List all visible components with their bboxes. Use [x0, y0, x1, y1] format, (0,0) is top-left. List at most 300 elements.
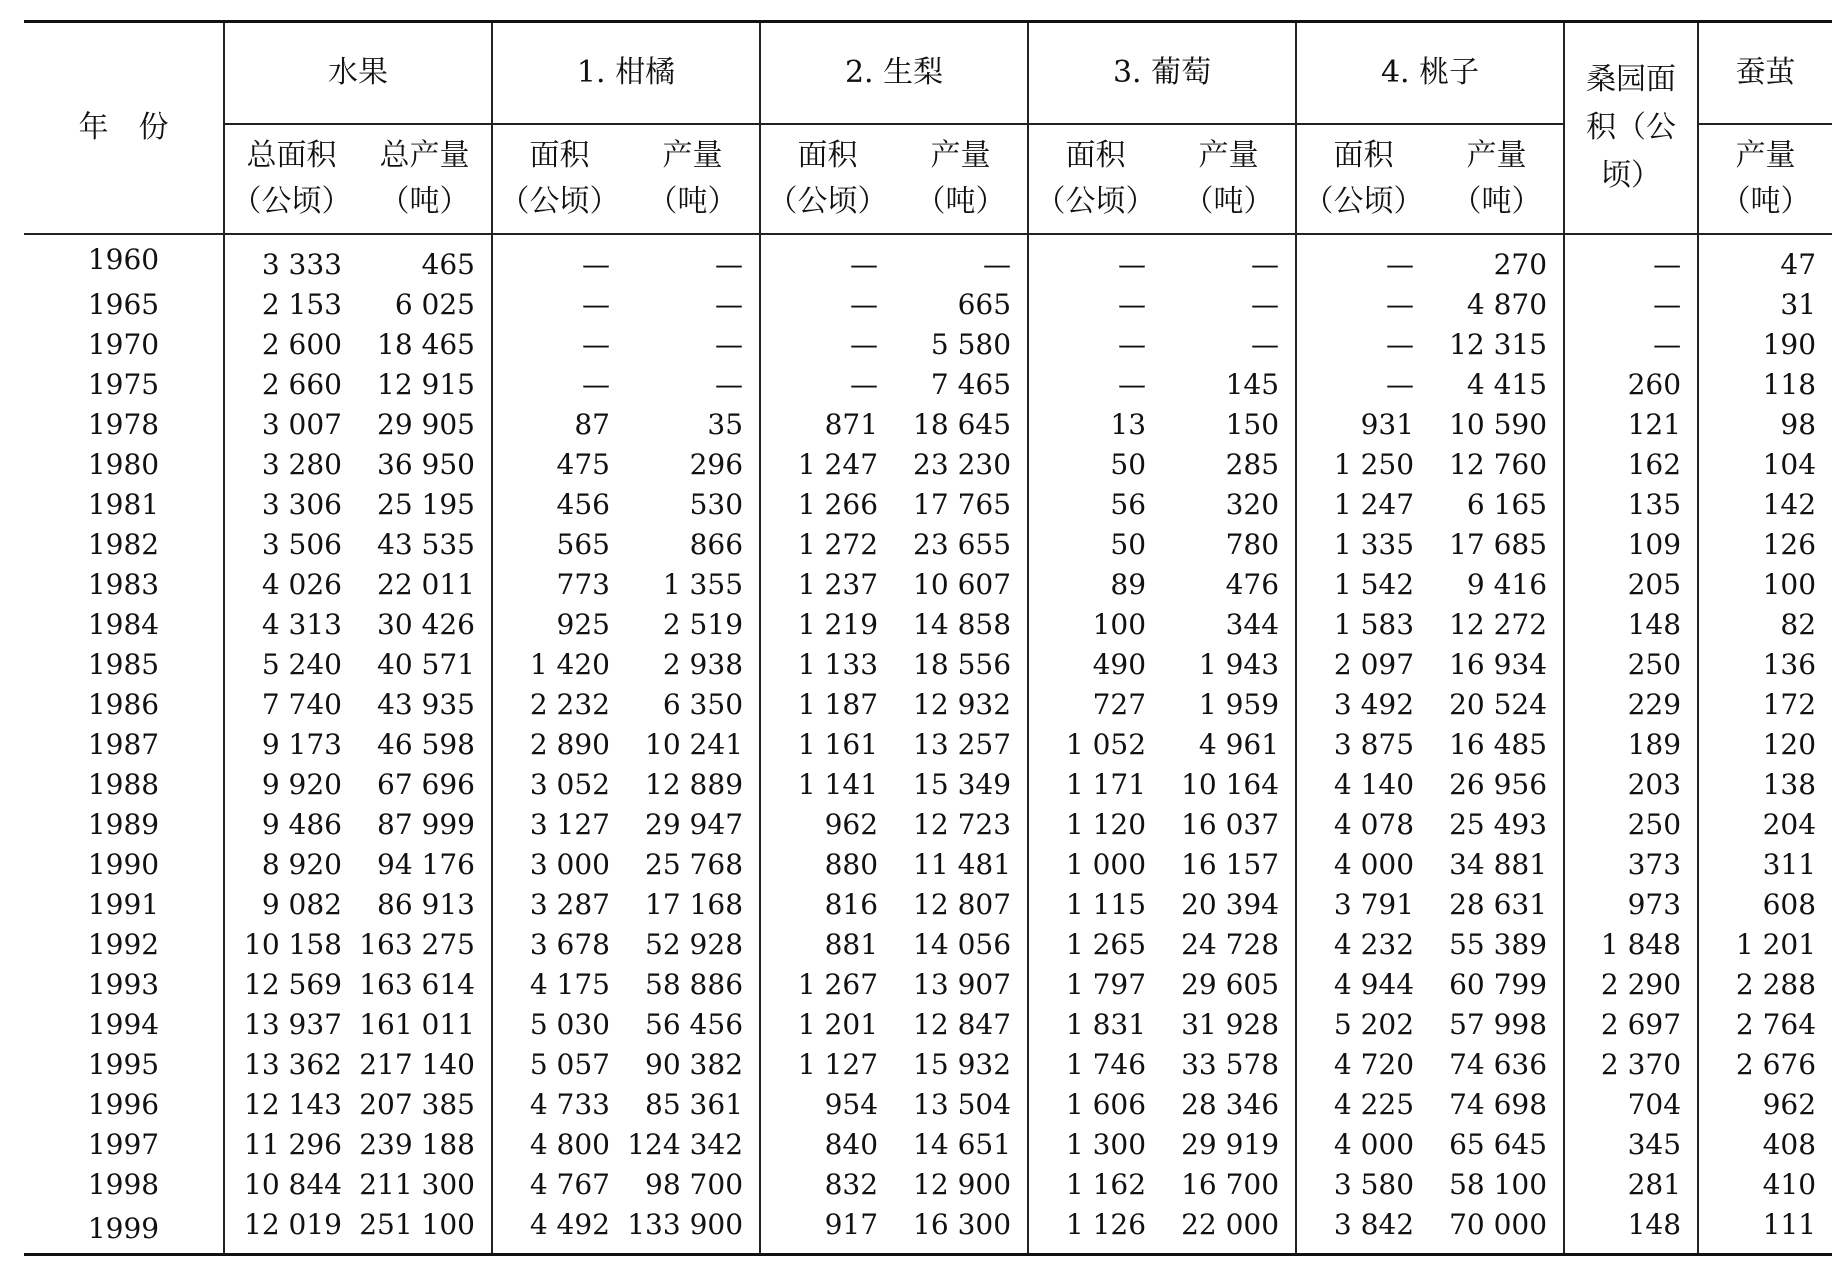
value-cell: 931	[1296, 405, 1430, 445]
value-cell: 172	[1698, 685, 1832, 725]
value-cell: 5 057	[492, 1045, 626, 1085]
sub-header-label: 面积	[529, 138, 590, 173]
value-cell: 3 127	[492, 805, 626, 845]
table-row	[24, 965, 1832, 1005]
sub-header-label: 面积	[1065, 138, 1126, 173]
year-cell: 1990	[87, 848, 160, 881]
value-cell: 4 225	[1296, 1085, 1430, 1125]
year-cell: 1983	[87, 568, 160, 601]
value-cell: 17 168	[645, 888, 744, 921]
value-cell: 5 580	[930, 328, 1012, 361]
table-row	[24, 365, 1832, 405]
value-cell: 476	[1225, 568, 1280, 601]
value-cell: 2 232	[492, 685, 626, 725]
value-cell: 82	[1698, 605, 1832, 645]
value-cell: 23 230	[913, 448, 1012, 481]
sub-header-label: 产量	[662, 138, 723, 173]
value-cell: 148	[1564, 1205, 1698, 1255]
value-cell: 4 000	[1296, 845, 1430, 885]
value-cell: 162	[1564, 445, 1698, 485]
value-cell: 2 697	[1564, 1005, 1698, 1045]
value-cell: 9 416	[1466, 568, 1548, 601]
value-cell: 23 655	[913, 528, 1012, 561]
value-cell: 1 161	[760, 725, 894, 765]
sub-header-unit: （公顷）	[767, 184, 888, 219]
value-cell: 36 950	[377, 448, 475, 481]
value-cell: 320	[1225, 488, 1280, 521]
value-cell: 2 097	[1296, 645, 1430, 685]
value-cell: 10 607	[913, 568, 1012, 601]
table-row	[24, 445, 1832, 485]
value-cell: 87 999	[377, 808, 475, 841]
value-cell: 85 361	[645, 1088, 744, 1121]
table-row	[24, 485, 1832, 525]
value-cell: 10 844	[224, 1165, 358, 1205]
sub-header-unit: （吨）	[1451, 184, 1542, 219]
value-cell: 205	[1564, 565, 1698, 605]
value-cell: 126	[1698, 525, 1832, 565]
value-cell: 1 831	[1028, 1005, 1162, 1045]
value-cell: 13 362	[224, 1045, 358, 1085]
value-cell: 2 660	[224, 365, 358, 405]
sub-header-citrus-output	[626, 124, 760, 234]
value-cell: 1 187	[760, 685, 894, 725]
value-cell: 211 300	[359, 1168, 475, 1201]
value-cell: 118	[1698, 365, 1832, 405]
value-cell: 12 315	[1449, 328, 1548, 361]
value-cell: 148	[1564, 605, 1698, 645]
value-cell: 12 915	[377, 368, 475, 401]
year-cell: 1998	[87, 1168, 160, 1201]
sub-header-label: 总产量	[379, 138, 470, 173]
sub-header-citrus-area	[492, 124, 626, 234]
value-cell: 3 333	[224, 234, 358, 285]
value-cell: —	[983, 248, 1012, 281]
value-cell: 142	[1698, 485, 1832, 525]
sub-header-unit: （吨）	[1720, 184, 1811, 219]
value-cell: 189	[1564, 725, 1698, 765]
value-cell: 207 385	[359, 1088, 475, 1121]
table-row	[24, 925, 1832, 965]
value-cell: 16 700	[1181, 1168, 1280, 1201]
value-cell: 1 265	[1028, 925, 1162, 965]
value-cell: 89	[1028, 565, 1162, 605]
value-cell: 1 052	[1028, 725, 1162, 765]
value-cell: 9 082	[224, 885, 358, 925]
sub-header-unit: （吨）	[1183, 184, 1274, 219]
table-row	[24, 525, 1832, 565]
value-cell: 16 485	[1449, 728, 1548, 761]
table-row	[24, 1205, 1832, 1255]
value-cell: —	[760, 325, 894, 365]
value-cell: 9 920	[224, 765, 358, 805]
value-cell: 217 140	[359, 1048, 475, 1081]
value-cell: 665	[957, 288, 1012, 321]
value-cell: 1 141	[760, 765, 894, 805]
value-cell: —	[1028, 325, 1162, 365]
value-cell: 98 700	[645, 1168, 744, 1201]
value-cell: —	[1296, 285, 1430, 325]
value-cell: 3 007	[224, 405, 358, 445]
value-cell: 190	[1698, 325, 1832, 365]
value-cell: 250	[1564, 645, 1698, 685]
value-cell: —	[760, 285, 894, 325]
sub-header-label: 产量	[930, 138, 991, 173]
value-cell: 46 598	[377, 728, 475, 761]
value-cell: —	[492, 325, 626, 365]
value-cell: 3 492	[1296, 685, 1430, 725]
value-cell: 67 696	[377, 768, 475, 801]
sub-header-unit: （吨）	[647, 184, 738, 219]
value-cell: 4 078	[1296, 805, 1430, 845]
value-cell: —	[492, 234, 626, 285]
value-cell: 18 645	[913, 408, 1012, 441]
value-cell: 17 685	[1449, 528, 1548, 561]
value-cell: 2 153	[224, 285, 358, 325]
value-cell: —	[1251, 248, 1280, 281]
value-cell: 1 237	[760, 565, 894, 605]
value-cell: 4 232	[1296, 925, 1430, 965]
value-cell: 880	[760, 845, 894, 885]
year-cell: 1994	[87, 1008, 160, 1041]
value-cell: 133 900	[626, 1205, 760, 1255]
value-cell: 12 143	[224, 1085, 358, 1125]
value-cell: 12 723	[913, 808, 1012, 841]
value-cell: 311	[1698, 845, 1832, 885]
value-cell: 2 370	[1564, 1045, 1698, 1085]
value-cell: 16 934	[1449, 648, 1548, 681]
value-cell: 239 188	[359, 1128, 475, 1161]
value-cell: 10 590	[1449, 408, 1548, 441]
value-cell: 3 506	[224, 525, 358, 565]
sub-header-label: 产量	[1735, 138, 1796, 173]
fruit-statistics-table	[24, 20, 1832, 1256]
value-cell: 1 746	[1028, 1045, 1162, 1085]
year-cell: 1987	[87, 728, 160, 761]
value-cell: 5 240	[224, 645, 358, 685]
value-cell: 2 676	[1698, 1045, 1832, 1085]
value-cell: 29 605	[1181, 968, 1280, 1001]
value-cell: 86 913	[377, 888, 475, 921]
value-cell: 3 287	[492, 885, 626, 925]
value-cell: —	[760, 365, 894, 405]
value-cell: —	[715, 248, 744, 281]
table-row	[24, 1005, 1832, 1045]
value-cell: 31 928	[1181, 1008, 1280, 1041]
value-cell: 250	[1564, 805, 1698, 845]
sub-header-pear-area	[760, 124, 894, 234]
table-row	[24, 1085, 1832, 1125]
value-cell: 1 943	[1198, 648, 1280, 681]
value-cell: 1 542	[1296, 565, 1430, 605]
value-cell: 4 000	[1296, 1125, 1430, 1165]
sub-header-unit: （吨）	[379, 184, 470, 219]
value-cell: 204	[1698, 805, 1832, 845]
sub-header-fruit-total-area	[224, 124, 358, 234]
value-cell: 74 636	[1449, 1048, 1548, 1081]
table-row	[24, 285, 1832, 325]
value-cell: 840	[760, 1125, 894, 1165]
value-cell: 65 645	[1449, 1128, 1548, 1161]
table-row	[24, 325, 1832, 365]
mulberry-area-header	[1564, 22, 1698, 235]
value-cell: 2 290	[1564, 965, 1698, 1005]
value-cell: 9 486	[224, 805, 358, 845]
year-cell: 1991	[87, 888, 160, 921]
value-cell: 203	[1564, 765, 1698, 805]
value-cell: 17 765	[913, 488, 1012, 521]
value-cell: 727	[1028, 685, 1162, 725]
value-cell: 8 920	[224, 845, 358, 885]
value-cell: 2 938	[662, 648, 744, 681]
value-cell: —	[715, 288, 744, 321]
value-cell: 163 275	[359, 928, 475, 961]
value-cell: 100	[1698, 565, 1832, 605]
value-cell: —	[1251, 288, 1280, 321]
mulberry-area-label: 桑园面积（公顷）	[1586, 62, 1677, 193]
year-cell: 1995	[87, 1048, 160, 1081]
sub-header-cocoon-output	[1698, 124, 1832, 234]
table-row	[24, 1045, 1832, 1085]
sub-header-label: 产量	[1466, 138, 1527, 173]
value-cell: 1 171	[1028, 765, 1162, 805]
value-cell: 163 614	[359, 968, 475, 1001]
value-cell: 1 267	[760, 965, 894, 1005]
year-cell: 1960	[87, 243, 160, 276]
sub-header-grape-output	[1162, 124, 1296, 234]
value-cell: 47	[1698, 234, 1832, 285]
value-cell: 12 272	[1449, 608, 1548, 641]
value-cell: 1 266	[760, 485, 894, 525]
value-cell: 74 698	[1449, 1088, 1548, 1121]
value-cell: 345	[1564, 1125, 1698, 1165]
value-cell: 13 257	[913, 728, 1012, 761]
value-cell: 4 313	[224, 605, 358, 645]
group-header-peach: 4. 桃子	[1296, 22, 1564, 125]
value-cell: 4 870	[1466, 288, 1548, 321]
sub-header-label: 面积	[797, 138, 858, 173]
value-cell: 12 569	[224, 965, 358, 1005]
year-cell: 1993	[87, 968, 160, 1001]
sub-header-label: 产量	[1198, 138, 1259, 173]
year-cell: 1989	[87, 808, 160, 841]
value-cell: 1 247	[1296, 485, 1430, 525]
value-cell: 13	[1028, 405, 1162, 445]
value-cell: 55 389	[1449, 928, 1548, 961]
value-cell: 11 481	[913, 848, 1012, 881]
value-cell: 608	[1698, 885, 1832, 925]
value-cell: 161 011	[359, 1008, 475, 1041]
value-cell: 1 583	[1296, 605, 1430, 645]
value-cell: 3 052	[492, 765, 626, 805]
value-cell: 90 382	[645, 1048, 744, 1081]
value-cell: 4 415	[1466, 368, 1548, 401]
value-cell: 408	[1698, 1125, 1832, 1165]
value-cell: 18 465	[377, 328, 475, 361]
group-header-citrus: 1. 柑橘	[492, 22, 760, 125]
value-cell: 866	[689, 528, 744, 561]
value-cell: 4 961	[1198, 728, 1280, 761]
value-cell: 1 420	[492, 645, 626, 685]
value-cell: 10 164	[1181, 768, 1280, 801]
value-cell: 456	[492, 485, 626, 525]
value-cell: 100	[1028, 605, 1162, 645]
value-cell: 33 578	[1181, 1048, 1280, 1081]
value-cell: 25 493	[1449, 808, 1548, 841]
value-cell: 9 173	[224, 725, 358, 765]
value-cell: 14 858	[913, 608, 1012, 641]
value-cell: 109	[1564, 525, 1698, 565]
value-cell: —	[1296, 325, 1430, 365]
table-row	[24, 605, 1832, 645]
value-cell: 11 296	[224, 1125, 358, 1165]
sub-header-pear-output	[894, 124, 1028, 234]
value-cell: 881	[760, 925, 894, 965]
value-cell: 13 504	[913, 1088, 1012, 1121]
value-cell: 121	[1564, 405, 1698, 445]
table-row	[24, 765, 1832, 805]
value-cell: 2 764	[1698, 1005, 1832, 1045]
value-cell: 4 492	[492, 1205, 626, 1255]
value-cell: 2 288	[1698, 965, 1832, 1005]
value-cell: 3 580	[1296, 1165, 1430, 1205]
value-cell: 5 030	[492, 1005, 626, 1045]
value-cell: 14 056	[913, 928, 1012, 961]
value-cell: 14 651	[913, 1128, 1012, 1161]
sub-header-grape-area	[1028, 124, 1162, 234]
value-cell: 57 998	[1449, 1008, 1548, 1041]
year-cell: 1984	[87, 608, 160, 641]
table-row	[24, 405, 1832, 445]
value-cell: 58 100	[1449, 1168, 1548, 1201]
sub-header-peach-output	[1430, 124, 1564, 234]
value-cell: 925	[492, 605, 626, 645]
year-cell: 1988	[87, 768, 160, 801]
value-cell: 1 300	[1028, 1125, 1162, 1165]
value-cell: 6 025	[394, 288, 475, 321]
value-cell: 58 886	[645, 968, 744, 1001]
value-cell: 104	[1698, 445, 1832, 485]
value-cell: 150	[1225, 408, 1280, 441]
value-cell: —	[1296, 234, 1430, 285]
value-cell: 13 937	[224, 1005, 358, 1045]
value-cell: 1 000	[1028, 845, 1162, 885]
sub-header-fruit-total-output	[358, 124, 492, 234]
value-cell: 29 905	[377, 408, 475, 441]
value-cell: 373	[1564, 845, 1698, 885]
value-cell: 251 100	[358, 1205, 492, 1255]
value-cell: 10 241	[645, 728, 744, 761]
value-cell: —	[1564, 325, 1698, 365]
value-cell: 3 306	[224, 485, 358, 525]
value-cell: —	[715, 328, 744, 361]
value-cell: 465	[421, 248, 475, 281]
sub-header-label: 总面积	[246, 138, 337, 173]
value-cell: 260	[1564, 365, 1698, 405]
value-cell: —	[1028, 365, 1162, 405]
year-cell: 1980	[87, 448, 160, 481]
group-header-cocoon: 蚕茧	[1698, 22, 1832, 125]
value-cell: 43 935	[377, 688, 475, 721]
value-cell: 43 535	[377, 528, 475, 561]
table-row	[24, 845, 1832, 885]
value-cell: 15 349	[913, 768, 1012, 801]
group-header-pear: 2. 生梨	[760, 22, 1028, 125]
value-cell: 98	[1698, 405, 1832, 445]
year-cell: 1981	[87, 488, 160, 521]
value-cell: 270	[1493, 248, 1548, 281]
value-cell: 1 127	[760, 1045, 894, 1085]
value-cell: 410	[1698, 1165, 1832, 1205]
value-cell: 50	[1028, 445, 1162, 485]
value-cell: 12 932	[913, 688, 1012, 721]
table-row	[24, 885, 1832, 925]
value-cell: 22 000	[1162, 1205, 1296, 1255]
value-cell: 530	[689, 488, 744, 521]
value-cell: 29 947	[645, 808, 744, 841]
value-cell: —	[1296, 365, 1430, 405]
sub-header-unit: （吨）	[915, 184, 1006, 219]
value-cell: 2 890	[492, 725, 626, 765]
value-cell: 1 959	[1198, 688, 1280, 721]
value-cell: 111	[1698, 1205, 1832, 1255]
value-cell: 136	[1698, 645, 1832, 685]
value-cell: 7 465	[930, 368, 1012, 401]
sub-header-unit: （公顷）	[1035, 184, 1156, 219]
value-cell: 30 426	[377, 608, 475, 641]
value-cell: 70 000	[1430, 1205, 1564, 1255]
table-body	[24, 234, 1832, 1255]
value-cell: 1 797	[1028, 965, 1162, 1005]
value-cell: 3 000	[492, 845, 626, 885]
value-cell: 87	[492, 405, 626, 445]
value-cell: 3 875	[1296, 725, 1430, 765]
value-cell: 1 201	[1698, 925, 1832, 965]
value-cell: 40 571	[377, 648, 475, 681]
value-cell: 16 300	[894, 1205, 1028, 1255]
value-cell: 28 346	[1181, 1088, 1280, 1121]
value-cell: 5 202	[1296, 1005, 1430, 1045]
value-cell: —	[1251, 328, 1280, 361]
value-cell: 52 928	[645, 928, 744, 961]
value-cell: 138	[1698, 765, 1832, 805]
year-cell: 1992	[87, 928, 160, 961]
value-cell: —	[1564, 285, 1698, 325]
value-cell: 31	[1698, 285, 1832, 325]
value-cell: 124 342	[627, 1128, 744, 1161]
value-cell: 832	[760, 1165, 894, 1205]
value-cell: 4 175	[492, 965, 626, 1005]
value-cell: 6 165	[1466, 488, 1548, 521]
value-cell: 4 767	[492, 1165, 626, 1205]
year-cell: 1996	[87, 1088, 160, 1121]
value-cell: 28 631	[1449, 888, 1548, 921]
group-header-grape: 3. 葡萄	[1028, 22, 1296, 125]
table-row	[24, 725, 1832, 765]
value-cell: 4 140	[1296, 765, 1430, 805]
value-cell: 780	[1225, 528, 1280, 561]
value-cell: 871	[760, 405, 894, 445]
value-cell: 56	[1028, 485, 1162, 525]
table-row	[24, 685, 1832, 725]
value-cell: 285	[1225, 448, 1280, 481]
value-cell: 34 881	[1449, 848, 1548, 881]
sub-header-unit: （公顷）	[499, 184, 620, 219]
table-row	[24, 1165, 1832, 1205]
value-cell: 1 133	[760, 645, 894, 685]
year-cell: 1970	[87, 328, 160, 361]
group-header-fruit: 水果	[224, 22, 492, 125]
